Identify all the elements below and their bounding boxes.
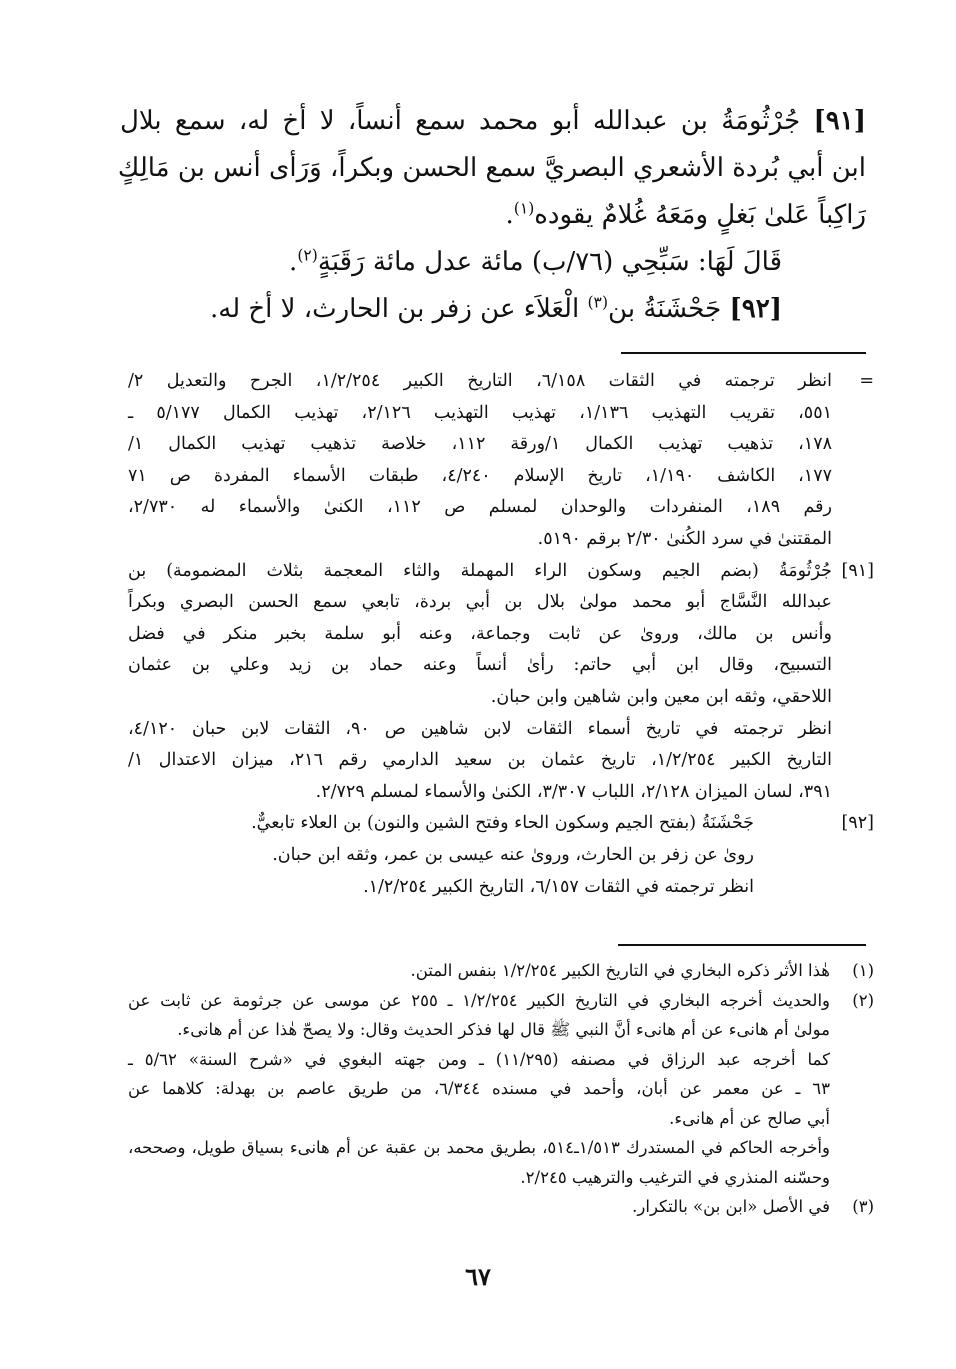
commentary-line: اللاحقي، وثقه ابن معين وابن شاهين وابن حبان. <box>490 686 832 707</box>
footnote-ref: (٣) <box>587 293 609 312</box>
main-text-span: جُرْثُومَةُ بن عبدالله أبو محمد سمع أنساً، لا أخ له، سمع بلال <box>120 106 814 136</box>
commentary-line: انظر ترجمته في الثقات ٦/١٥٨، التاريخ الكبير ١/٢/٢٥٤، الجرح والتعديل ٢/ <box>128 371 832 391</box>
footnote-line: في الأصل «ابن بن» بالتكرار. <box>632 1197 830 1216</box>
footnote-line: وأخرجه الحاكم في المستدرك ١/٥١٣ـ٥١٤، بطريق محمد بن عقبة عن أم هانىء بسياق طويل، وصححه، <box>128 1138 830 1157</box>
footnote-ref: (١) <box>513 199 535 218</box>
entry-number: [٩١] <box>813 106 866 136</box>
page-number: ٦٧ <box>465 1262 491 1291</box>
main-line <box>117 145 866 192</box>
main-separator <box>621 352 866 354</box>
footnote-ref: (٢) <box>297 246 318 265</box>
commentary-line: جَحْشَنَةُ (بفتح الجيم وسكون الحاء وفتح الشين والنون) بن العلاء تابعيٌّ. <box>251 813 754 834</box>
footnote-mark: (٢) <box>852 990 874 1010</box>
commentary-line: رقم ١٨٩، المنفردات والوحدان لمسلم ص ١١٢، الكنىٰ والأسماء له ٢/٧٣٠، <box>128 497 832 518</box>
main-line <box>120 239 866 286</box>
commentary-block <box>128 808 874 903</box>
commentary-line: انظر ترجمته في الثقات ٦/١٥٧، التاريخ الكبير ١/٢/٢٥٤. <box>363 876 754 897</box>
footnote-line: ٦٣ ـ عن معمر عن أبان، وأحمد في مسنده ٦/٣٤٤، من طريق عاصم بن بهدلة: كلاهما عن <box>128 1079 830 1098</box>
entry-mark: [٩١] <box>841 560 874 581</box>
footnotes <box>128 956 874 1222</box>
main-text-span: ابن أبي بُردة الأشعري البصريَّ سمع الحسن وبكراً، وَرَأى أنس بن مَالِكٍ <box>117 153 866 183</box>
main-text-span: . <box>505 200 514 230</box>
commentary-block <box>128 556 874 809</box>
main-text-span: . <box>289 247 298 277</box>
commentary-line: ١٧٨، تذهيب تهذيب الكمال ١/ورقة ١١٢، خلاصة تذهيب تهذيب الكمال ١/ <box>128 434 832 455</box>
footnote-line: هٰذا الأثر ذكره البخاري في التاريخ الكبير ١/٢/٢٥٤ بنفس المتن. <box>410 961 830 980</box>
commentary-line: التسبيح، وقال ابن أبي حاتم: رأىٰ أنساً وعنه حماد بن زيد وعلي بن عثمان <box>128 655 832 676</box>
footnote-line: كما أخرجه عبد الرزاق في مصنفه (١١/٢٩٥) ـ ومن جهته البغوي في «شرح السنة» ٥/٦٢ ـ <box>128 1049 830 1069</box>
main-line <box>120 286 866 333</box>
footnote <box>128 986 874 1193</box>
main-text-span: الْعَلاَء عن زفر بن الحارث، لا أخ له. <box>210 294 588 324</box>
main-line <box>120 192 866 239</box>
footnote-mark: (٣) <box>852 1197 874 1216</box>
commentary-line: التاريخ الكبير ١/٢/٢٥٤، تاريخ عثمان بن سعيد الدارمي رقم ٢١٦، ميزان الاعتدال ١/ <box>128 750 832 771</box>
main-text <box>117 98 866 333</box>
main-text-span: قَالَ لَهَا: سَبِّحِي (٧٦/ب) مائة عدل مائة رَقَبَةٍ <box>317 247 782 277</box>
main-text-span: رَاكِباً عَلىٰ بَغلٍ ومَعَهُ غُلامٌ يقوده <box>534 200 866 230</box>
commentary <box>128 366 874 903</box>
commentary-line: ١٧٧، الكاشف ١/١٩٠، تاريخ الإسلام ٤/٢٤٠، طبقات الأسماء المفردة ص ٧١ <box>128 465 832 486</box>
footnote-line: أبي صالح عن أم هانىء. <box>669 1108 830 1128</box>
footnote-line: مولىٰ أم هانىء عن أم هانىء أنَّ النبي ﷺ قال لها فذكر الحديث وقال: ولا يصحّ هٰذا عن أم هانىء. <box>177 1020 830 1039</box>
footnote <box>128 956 874 986</box>
commentary-line: ٣٩١، لسان الميزان ٢/١٢٨، اللباب ٣/٣٠٧، الكنىٰ والأسماء لمسلم ٢/٧٢٩. <box>315 781 832 802</box>
commentary-line: المقتنىٰ في سرد الكُنىٰ ٢/٣٠ برقم ٥١٩٠. <box>537 528 832 549</box>
footnote-line: وحسّنه المنذري في الترغيب والترهيب ٢/٢٤٥. <box>520 1167 830 1187</box>
commentary-line: روىٰ عن زفر بن الحارث، وروىٰ عنه عيسى بن عمر، وثقه ابن حبان. <box>272 844 754 865</box>
footnote-separator <box>618 944 866 946</box>
main-line <box>120 98 866 145</box>
footnote <box>128 1192 874 1222</box>
entry-mark: [٩٢] <box>841 813 874 834</box>
footnote-line: والحديث أخرجه البخاري في التاريخ الكبير ١/٢/٢٥٤ ـ ٢٥٥ عن موسى عن جرثومة عن ثابت عن <box>128 990 831 1010</box>
entry-number: [٩٢] <box>729 294 782 324</box>
commentary-line: وأنس بن مالك، وروىٰ عن ثابت وجماعة، وعنه أبو سلمة بخبر منكر في فضل <box>128 623 832 644</box>
commentary-line: ٥٥١، تقريب التهذيب ١/١٣٦، تهذيب التهذيب ٢/١٢٦، تهذيب الكمال ٥/١٧٧ ـ <box>128 402 832 423</box>
commentary-line: جُرْثُومَةُ (بضم الجيم وسكون الراء المهملة والثاء المعجمة بثلاث المضمومة) بن <box>128 560 832 581</box>
footnote-mark: (١) <box>852 961 874 980</box>
continuation-mark: = <box>859 371 874 391</box>
commentary-line: عبدالله النَّسَّاج أبو محمد مولىٰ بلال بن أبي بردة، تابعي سمع الحسن البصري وبكراً <box>128 592 832 613</box>
commentary-block <box>128 366 874 556</box>
main-text-span: جَحْشَنَةُ بن <box>608 294 730 324</box>
commentary-line: انظر ترجمته في تاريخ أسماء الثقات لابن شاهين ص ٩٠، الثقات لابن حبان ٤/١٢٠، <box>128 718 832 739</box>
